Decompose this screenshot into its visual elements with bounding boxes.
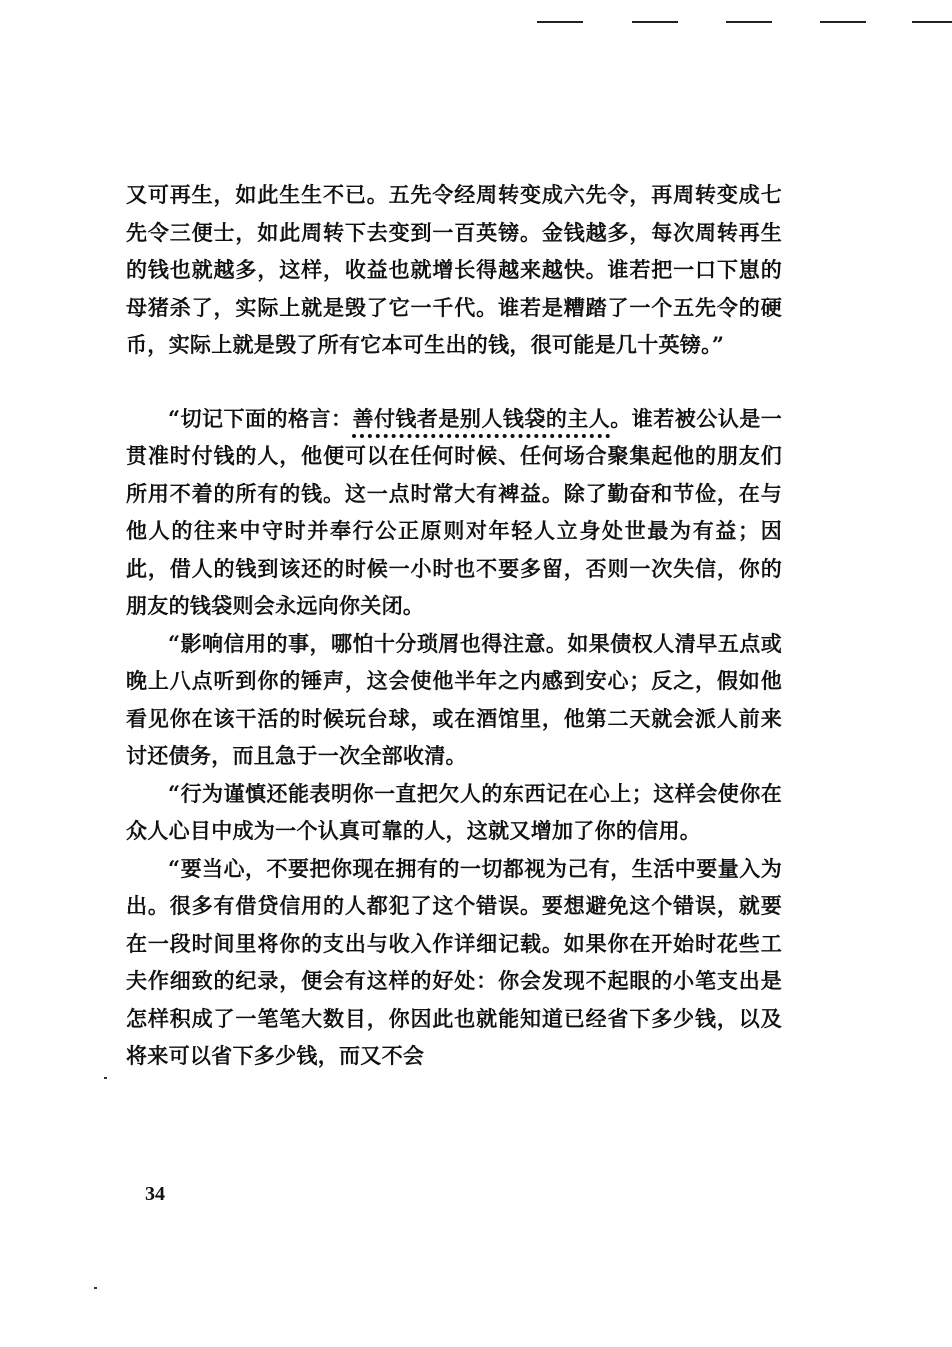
page-number: 34 <box>145 1183 165 1205</box>
paragraph <box>126 400 782 625</box>
header-rule <box>820 21 866 23</box>
header-rule <box>726 21 772 23</box>
paragraph <box>126 850 782 1075</box>
paragraph-text: “影响信用的事，哪怕十分琐屑也得注意。如果债权人清早五点或晚上八点听到你的锤声，这会使他半年之内感到安心；反之，假如他看见你在该干活的时候玩台球，或在酒馆里，他第二天就会派人前来讨还债务，而且急于一次全部收清。 <box>126 630 782 768</box>
page-body-text <box>126 176 782 1075</box>
paragraph <box>126 625 782 775</box>
emphasized-maxim: 善付钱者是别人钱袋的主人 <box>352 405 611 431</box>
paragraph-text: “行为谨慎还能表明你一直把欠人的东西记在心上；这样会使你在众人心目中成为一个认真可靠的人，这就又增加了你的信用。 <box>126 780 782 843</box>
paragraph <box>126 176 782 364</box>
paragraph-text: “要当心，不要把你现在拥有的一切都视为己有，生活中要量入为出。很多有借贷信用的人都犯了这个错误。要想避免这个错误，就要在一段时间里将你的支出与收入作详细记载。如果你在开始时花些工夫作细致的纪录，便会有这样的好处：你会发现不起眼的小笔支出是怎样积成了一笔笔大数目，你因此也就能知道已经省下多少钱，以及将来可以省下多少钱，而又不会 <box>126 855 782 1068</box>
paragraph-text: 又可再生，如此生生不已。五先令经周转变成六先令，再周转变成七先令三便士，如此周转下去变到一百英镑。金钱越多，每次周转再生的钱也就越多，这样，收益也就增长得越来越快。谁若把一口下崽的母猪杀了，实际上就是毁了它一千代。谁若是糟踏了一个五先令的硬币，实际上就是毁了所有它本可生出的钱，很可能是几十英镑。” <box>126 182 782 357</box>
paragraph <box>126 775 782 850</box>
paragraph-text: “切记下面的格言： <box>168 405 353 431</box>
paragraph-text: 。谁若被公认是一贯准时付钱的人，他便可以在任何时候、任何场合聚集起他的朋友们所用不着的所有的钱。这一点时常大有裨益。除了勤奋和节俭，在与他人的往来中守时并奉行公正原则对年轻人立身处世最为有益；因此，借人的钱到该还的时候一小时也不要多留，否则一次失信，你的朋友的钱袋则会永远向你关闭。 <box>126 405 782 618</box>
header-rule <box>912 21 952 23</box>
header-rule <box>632 21 678 23</box>
header-rule <box>537 21 583 23</box>
scan-speck <box>94 1287 97 1289</box>
scan-speck <box>104 1077 107 1079</box>
